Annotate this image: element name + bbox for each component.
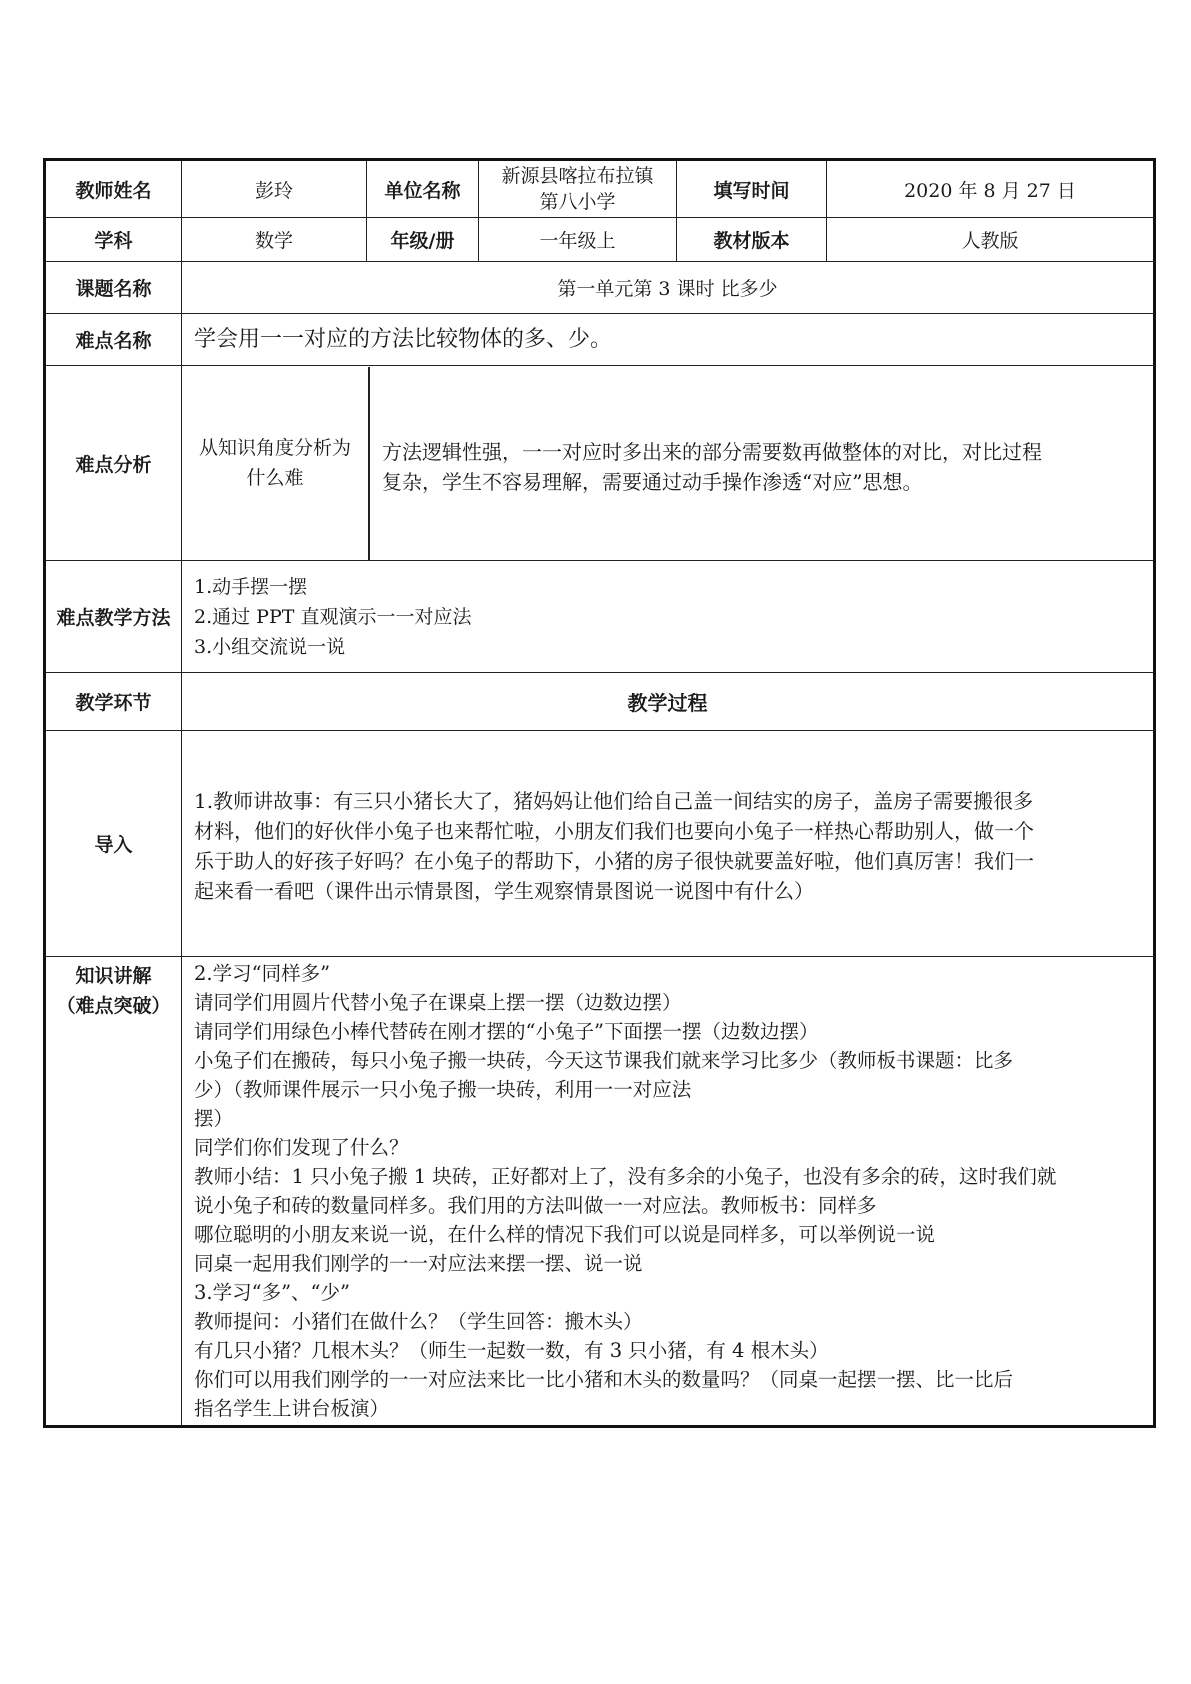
knowledge-line: 教师小结：1 只小兔子搬 1 块砖，正好都对上了，没有多余的小兔子，也没有多余的砖，这时我们就 xyxy=(194,1165,1057,1188)
topic-label: 课题名称 xyxy=(45,262,182,314)
intro-text xyxy=(182,731,1155,957)
analysis-label: 难点分析 xyxy=(45,366,182,561)
difficulty-value: 学会用一一对应的方法比较物体的多、少。 xyxy=(182,314,1155,366)
topic-row xyxy=(45,262,1155,314)
methods-label: 难点教学方法 xyxy=(45,561,182,673)
method-item: 1.动手摆一摆 xyxy=(194,575,308,598)
difficulty-label: 难点名称 xyxy=(45,314,182,366)
date-label: 填写时间 xyxy=(677,160,827,218)
header-row-2 xyxy=(45,218,1155,262)
difficulty-row xyxy=(45,314,1155,366)
knowledge-label-line: （难点突破） xyxy=(56,995,171,1017)
grade-label: 年级/册 xyxy=(367,218,479,262)
grade-value: 一年级上 xyxy=(479,218,677,262)
knowledge-text xyxy=(182,957,1155,1427)
knowledge-line: 少）（教师课件展示一只小兔子搬一块砖，利用一一对应法 xyxy=(194,1078,692,1101)
knowledge-line: 请同学们用圆片代替小兔子在课桌上摆一摆（边数边摆） xyxy=(194,991,682,1014)
header-row-1 xyxy=(45,160,1155,218)
analysis-text-line: 复杂，学生不容易理解，需要通过动手操作渗透“对应”思想。 xyxy=(382,469,923,494)
intro-line: 乐于助人的好孩子好吗？在小兔子的帮助下，小猪的房子很快就要盖好啦，他们真厉害！我们一 xyxy=(194,849,1034,873)
analysis-text-line: 方法逻辑性强，一一对应时多出来的部分需要数再做整体的对比，对比过程 xyxy=(382,439,1042,464)
analysis-cell xyxy=(182,366,1155,561)
analysis-sublabel-line: 从知识角度分析为 xyxy=(198,437,351,459)
methods-row xyxy=(45,561,1155,673)
edition-label: 教材版本 xyxy=(677,218,827,262)
unit-value-line: 第八小学 xyxy=(539,191,616,213)
unit-label: 单位名称 xyxy=(367,160,479,218)
knowledge-line: 哪位聪明的小朋友来说一说，在什么样的情况下我们可以说是同样多，可以举例说一说 xyxy=(194,1223,936,1246)
knowledge-line: 摆） xyxy=(194,1107,234,1130)
date-value: 2020 年 8 月 27 日 xyxy=(827,160,1155,218)
intro-row xyxy=(45,731,1155,957)
subject-value: 数学 xyxy=(182,218,367,262)
analysis-row xyxy=(45,366,1155,561)
knowledge-row xyxy=(45,957,1155,1427)
analysis-text xyxy=(369,367,1153,560)
teacher-label: 教师姓名 xyxy=(45,160,182,218)
knowledge-line: 2.学习“同样多” xyxy=(194,962,331,985)
edition-value: 人教版 xyxy=(827,218,1155,262)
lesson-plan-table xyxy=(43,158,1153,1428)
subject-label: 学科 xyxy=(45,218,182,262)
method-item: 3.小组交流说一说 xyxy=(194,635,346,658)
process-header-row xyxy=(45,673,1155,731)
intro-line: 起来看一看吧（课件出示情景图，学生观察情景图说一说图中有什么） xyxy=(194,879,814,903)
teacher-value: 彭玲 xyxy=(182,160,367,218)
unit-value-line: 新源县喀拉布拉镇 xyxy=(501,165,654,187)
knowledge-line: 说小兔子和砖的数量同样多。我们用的方法叫做一一对应法。教师板书：同样多 xyxy=(194,1194,877,1217)
process-header: 教学过程 xyxy=(182,673,1155,731)
knowledge-line: 有几只小猪？几根木头？（师生一起数一数，有 3 只小猪，有 4 根木头） xyxy=(194,1339,829,1362)
unit-value xyxy=(479,160,677,218)
intro-line: 1.教师讲故事：有三只小猪长大了，猪妈妈让他们给自己盖一间结实的房子，盖房子需要搬很多 xyxy=(194,789,1034,813)
analysis-sublabel xyxy=(182,367,369,560)
intro-label: 导入 xyxy=(45,731,182,957)
knowledge-label xyxy=(45,957,182,1427)
knowledge-line: 3.学习“多”、“少” xyxy=(194,1281,350,1304)
stage-header: 教学环节 xyxy=(45,673,182,731)
intro-line: 材料，他们的好伙伴小兔子也来帮忙啦，小朋友们我们也要向小兔子一样热心帮助别人，做一个 xyxy=(194,819,1034,843)
knowledge-label-line: 知识讲解 xyxy=(75,965,152,987)
knowledge-line: 小兔子们在搬砖，每只小兔子搬一块砖，今天这节课我们就来学习比多少（教师板书课题：比多 xyxy=(194,1049,1014,1072)
knowledge-line: 同桌一起用我们刚学的一一对应法来摆一摆、说一说 xyxy=(194,1252,643,1275)
topic-value: 第一单元第 3 课时 比多少 xyxy=(182,262,1155,314)
knowledge-line: 同学们你们发现了什么？ xyxy=(194,1136,409,1159)
knowledge-line: 指名学生上讲台板演） xyxy=(194,1397,390,1420)
analysis-sublabel-line: 什么难 xyxy=(246,467,304,489)
knowledge-line: 教师提问：小猪们在做什么？（学生回答：搬木头） xyxy=(194,1310,643,1333)
knowledge-line: 你们可以用我们刚学的一一对应法来比一比小猪和木头的数量吗？（同桌一起摆一摆、比一比后 xyxy=(194,1368,1014,1391)
methods-list xyxy=(182,561,1155,673)
method-item: 2.通过 PPT 直观演示一一对应法 xyxy=(194,605,472,628)
knowledge-line: 请同学们用绿色小棒代替砖在刚才摆的“小兔子”下面摆一摆（边数边摆） xyxy=(194,1020,819,1043)
